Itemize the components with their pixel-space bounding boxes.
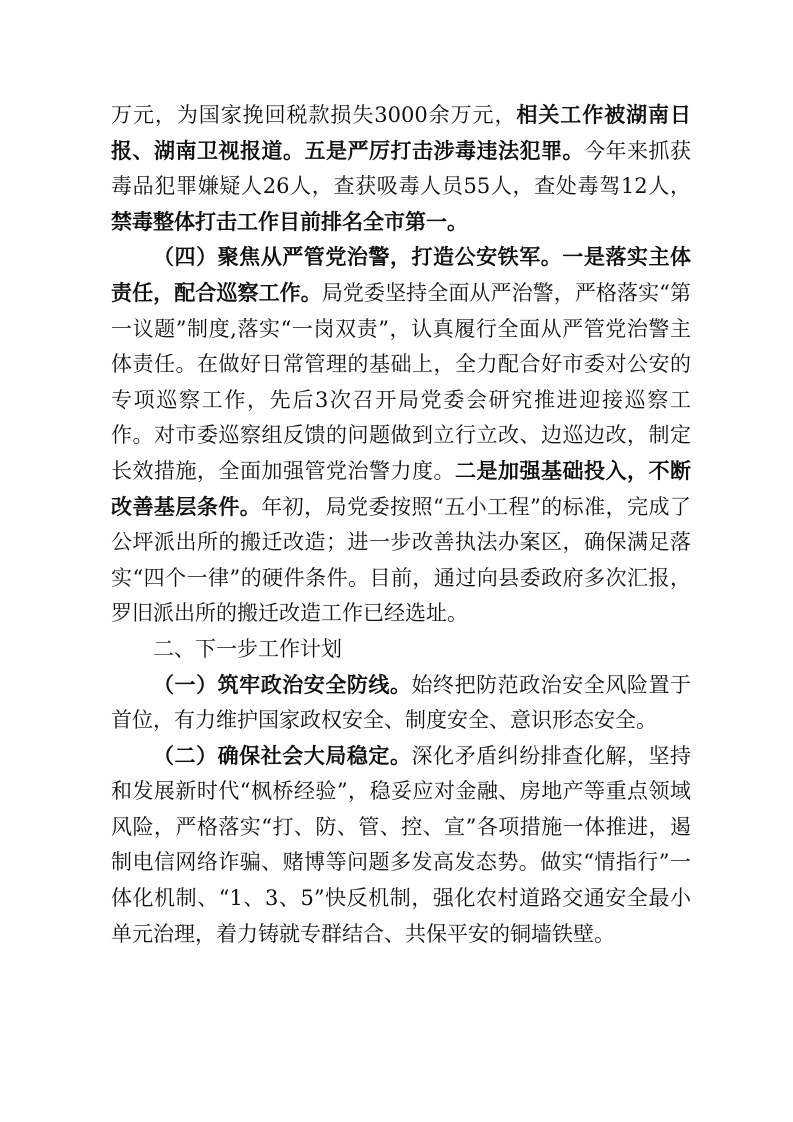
paragraph-2-heading: （四）聚焦从严管党治警，打造公安铁军。	[153, 245, 563, 270]
paragraph-4	[111, 739, 691, 953]
paragraph-2-text-2: 年初，局党委按照“五小工程”的标准，完成了公坪派出所的搬迁改造；进一步改善执法办案区，确保满足落实“四个一律”的硬件条件。目前，通过向县委政府多次汇报，罗旧派出所的搬迁改造工作已经选址。	[111, 494, 691, 626]
paragraph-1-bold-1: 相关工作被湖南日报、湖南卫视报道。	[111, 103, 691, 163]
paragraph-1	[111, 98, 691, 240]
paragraph-3	[111, 668, 691, 739]
paragraph-4-text: 深化矛盾纠纷排查化解，坚持和发展新时代“枫桥经验”，稳妥应对金融、房地产等重点领域风险，严格落实“打、防、管、控、宣”各项措施一体推进，遏制电信网络诈骗、赌博等问题多发高发态势。做实“情指行”一体化机制、“1、3、5”快反机制，强化农村道路交通安全最小单元治理，着力铸就专群结合、共保平安的铜墙铁壁。	[111, 743, 691, 946]
paragraph-2	[111, 240, 691, 632]
paragraph-3-text: 始终把防范政治安全风险置于首位，有力维护国家政权安全、制度安全、意识形态安全。	[111, 672, 691, 733]
section-heading: 二、下一步工作计划	[153, 636, 342, 661]
paragraph-1-bold-3: 禁毒整体打击工作目前排名全市第一。	[111, 209, 468, 234]
paragraph-3-heading: （一）筑牢政治安全防线。	[153, 672, 412, 697]
paragraph-1-bold-2: 五是严厉打击涉毒违法犯罪。	[304, 138, 584, 163]
paragraph-2-text-1: 局党委坚持全面从严治警，严格落实“第一议题”制度,落实“一岗双责”，认真履行全面从严管党治警主体责任。在做好日常管理的基础上，全力配合好市委对公安的专项巡察工作，先后3次召开局党委会研究推进迎接巡察工作。对市委巡察组反馈的问题做到立行立改、边巡边改，制定长效措施，全面加强管党治警力度。	[111, 280, 692, 483]
document-page	[111, 98, 691, 952]
paragraph-4-heading: （二）确保社会大局稳定。	[153, 743, 412, 768]
paragraph-1-text-1: 万元，为国家挽回税款损失3000余万元，	[111, 103, 517, 127]
paragraph-1-text-2: 今年来抓获毒品犯罪嫌疑人26人，查获吸毒人员55人，查处毒驾12人，	[111, 138, 691, 199]
paragraph-2-bold-1: 一是落实主体责任，配合巡察工作。	[111, 245, 692, 305]
paragraph-2-bold-2: 二是加强基础投入，不断改善基层条件。	[111, 458, 691, 519]
